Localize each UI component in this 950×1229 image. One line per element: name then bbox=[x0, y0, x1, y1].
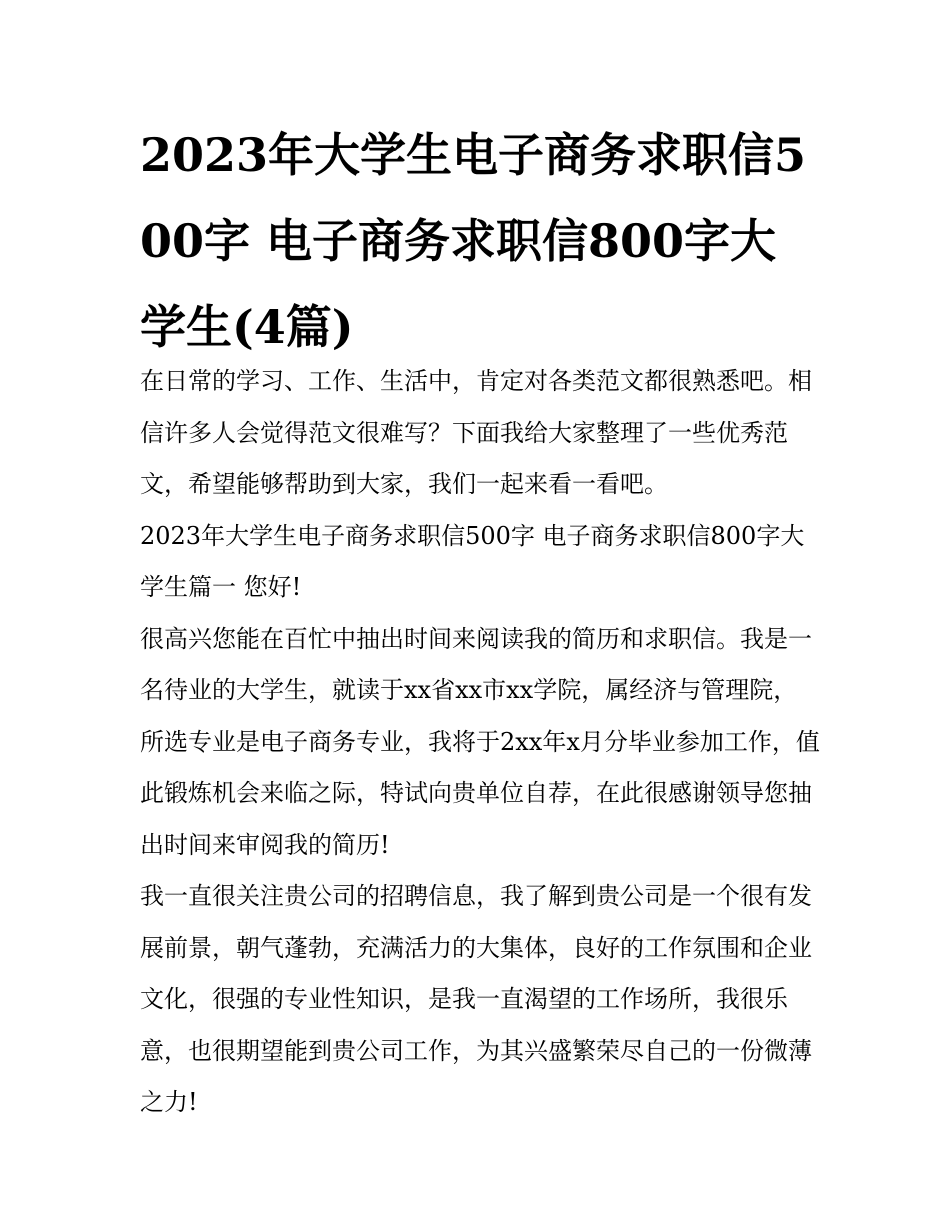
paragraph-company-interest: 我一直很关注贵公司的招聘信息，我了解到贵公司是一个很有发展前景，朝气蓬勃，充满活力的大集体，良好的工作氛围和企业文化，很强的专业性知识，是我一直渴望的工作场所，我很乐意，也很期望能到贵公司工作，为其兴盛繁荣尽自己的一份微薄之力! bbox=[140, 882, 812, 1116]
paragraph-self-introduction: 很高兴您能在百忙中抽出时间来阅读我的简历和求职信。我是一名待业的大学生，就读于xx省xx市xx学院，属经济与管理院，所选专业是电子商务专业，我将于2xx年x月分毕业参加工作，值此锻炼机会来临之际，特试向贵单位自荐，在此很感谢领导您抽出时间来审阅我的简历! bbox=[140, 624, 820, 859]
document-body bbox=[140, 356, 820, 1129]
paragraph-intro: 在日常的学习、工作、生活中，肯定对各类范文都很熟悉吧。相信许多人会觉得范文很难写？下面我给大家整理了一些优秀范文，希望能够帮助到大家，我们一起来看一看吧。 bbox=[140, 367, 812, 498]
paragraph-section-heading: 2023年大学生电子商务求职信500字 电子商务求职信800字大学生篇一 您好! bbox=[140, 521, 805, 601]
document-title: 2023年大学生电子商务求职信500字 电子商务求职信800字大学生(4篇) bbox=[140, 128, 807, 354]
